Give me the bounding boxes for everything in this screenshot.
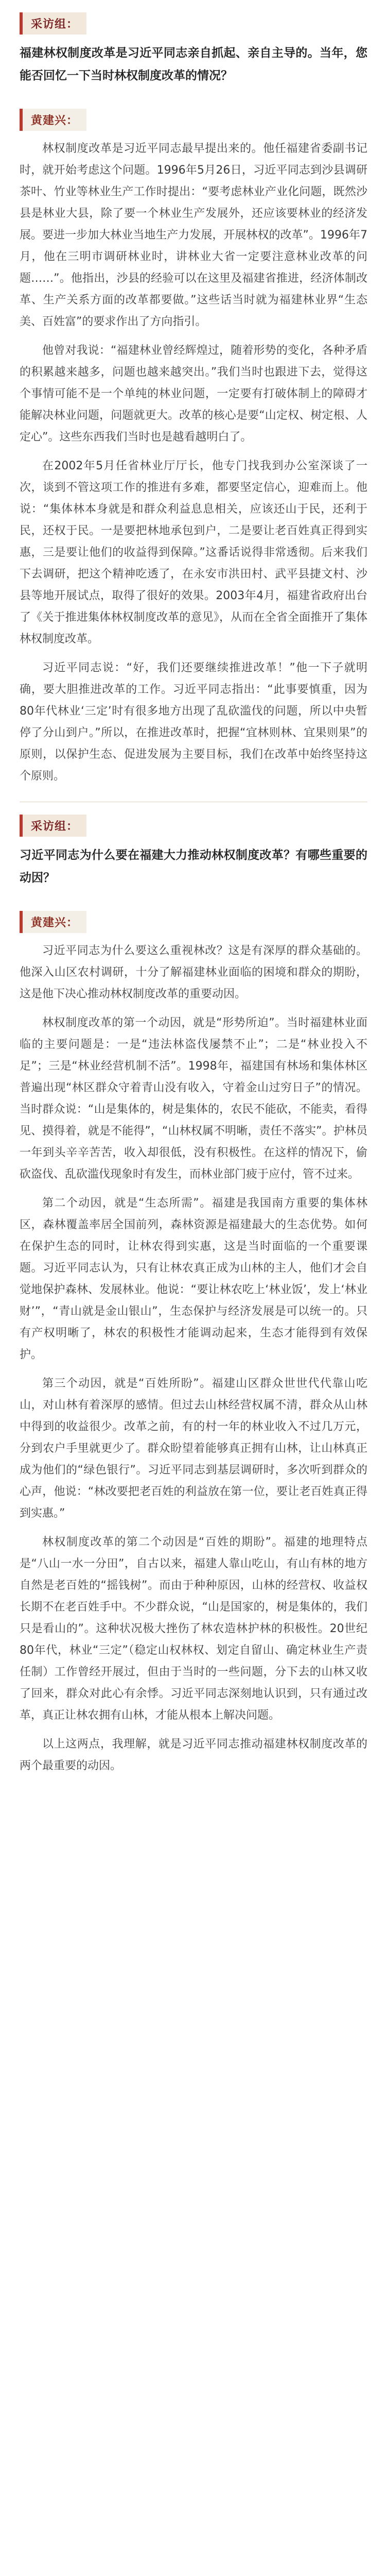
answer-paragraph: 第三个动因，就是“百姓所盼”。福建山区群众世世代代靠山吃山，对山林有着深厚的感情。但过去山林经营权属不清，群众从山林中得到的收益很少。改革之前，有的村一年的林业收入不过几万元，分到农户手里就更少了。群众盼望着能够真正拥有山林，让山林真正成为他们的“绿色银行”。习近平同志到基层调研时，多次听到群众的心声，他说：“林改要把老百姓的利益放在第一位，要让老百姓真正得到实惠。” — [20, 1377, 367, 1520]
answer-paragraph: 他曾对我说：“福建林业曾经辉煌过，随着形势的变化，各种矛盾的积累越来越多，问题也越来越突出。”我们当时也跟进下去，觉得这个事情可能不是一个单纯的林业问题，一定要有打破体制上的障碍才能解决林业问题，问题就更大。改革的核心是要“山定权、树定根、人定心”。这些东西我们当时也是越看越明白了。 — [20, 344, 367, 444]
questioner-tag: 采访组： — [20, 12, 86, 35]
answerer-tag: 黄建兴： — [20, 911, 86, 933]
answer-paragraph: 习近平同志说：“好，我们还要继续推进改革！”他一下子就明确，要大胆推进改革的工作。习近平同志指出：“此事要慎重，因为80年代林业‘三定’时有很多地方出现了乱砍滥伐的问题，所以中央暂停了分山到户。”所以，在推进改革时，把握“宜林则林、宜果则果”的原则，以保护生态、促进发展为主要目标，我们在改革中始终坚持这个原则。 — [20, 662, 368, 783]
interview-section-1 — [20, 0, 367, 787]
interview-section-2 — [20, 802, 367, 1777]
answer-paragraph: 以上这两点，我理解，就是习近平同志推动福建林权制度改革的两个最重要的动因。 — [20, 1738, 367, 1772]
interview-question: 习近平同志为什么要在福建大力推动林权制度改革？有哪些重要的动因？ — [20, 849, 367, 885]
answer-paragraph: 在2002年5月任省林业厅厅长，他专门找我到办公室深谈了一次，谈到不管这项工作的推进有多难，都要坚定信心，迎难而上。他说：“集体林本身就是和群众利益息息相关，应该还山于民，还利于民，还权于民。一是要把林地承包到户，二是要让老百姓真正得到实惠，三是要让他们的收益得到保障。”这番话说得非常透彻。后来我们下去调研，把这个精神吃透了，在永安市洪田村、武平县捷文村、沙县等地开展试点，取得了很好的效果。2003年4月，福建省政府出台了《关于推进集体林权制度改革的意见》，从而在全省全面推开了集体林权制度改革。 — [20, 460, 367, 646]
answer-paragraph: 林权制度改革是习近平同志最早提出来的。他任福建省委副书记时，就开始考虑这个问题。1996年5月26日，习近平同志到沙县调研茶叶、竹业等林业生产工作时提出：“要考虑林业产业化问题，既然沙县是林业大县，除了要一个林业生产发展外，还应该要林业的经济发展。要进一步加大林业当地生产力发展，开展林权的改革”。1996年7月，他在三明市调研林业时，讲林业大省一定要注意林业改革的问题……”。他指出，沙县的经验可以在这里及福建省推进，经济体制改革、生产关系方面的改革都要做。”这些话当时就为福建林业界“生态美、百姓富”的要求作出了方向指引。 — [20, 142, 367, 328]
answer-paragraph: 林权制度改革的第一个动因，就是“形势所迫”。当时福建林业面临的主要问题是：一是“违法林盗伐屡禁不止”；二是“林业投入不足”；三是“林业经营机制不活”。1998年，福建国有林场和集体林区普遍出现“林区群众守着青山没有收入，守着金山过穷日子”的情况。当时群众说：“山是集体的，树是集体的，农民不能砍，不能卖，看得见、摸得着，就是不能得”，“山林权属不明晰，责任不落实”。护林员一年到头辛辛苦苦，收入却很低，没有积极性。在这样的情况下，偷砍盗伐、乱砍滥伐现象时有发生，而林业部门疲于应付，管不过来。 — [20, 1016, 367, 1181]
interview-question: 福建林权制度改革是习近平同志亲自抓起、亲自主导的。当年，您能否回忆一下当时林权制度改革的情况？ — [20, 46, 367, 82]
answer-block — [20, 899, 367, 1777]
answer-paragraph: 第二个动因，就是“生态所需”。福建是我国南方重要的集体林区，森林覆盖率居全国前列，森林资源是福建最大的生态优势。如何在保护生态的同时，让林农得到实惠，这是当时面临的一个重要课题。习近平同志认为，只有让林农真正成为山林的主人，他们才会自觉地保护森林、发展林业。他说：“要让林农吃上‘林业饭’，发上‘林业财’”，“青山就是金山银山”，生态保护与经济发展是可以统一的。只有产权明晰了，林农的积极性才能调动起来，生态才能得到有效保护。 — [20, 1197, 367, 1361]
answerer-tag: 黄建兴： — [20, 109, 86, 131]
questioner-tag: 采访组： — [20, 815, 86, 837]
answer-paragraph: 习近平同志为什么要这么重视林改？这是有深厚的群众基础的。他深入山区农村调研，十分了解福建林业面临的困境和群众的期盼，这是他下决心推动林权制度改革的重要动因。 — [20, 944, 367, 1001]
answer-block — [20, 96, 367, 787]
answer-paragraph: 林权制度改革的第二个动因是“百姓的期盼”。福建的地理特点是“八山一水一分田”，自古以来，福建人靠山吃山，有山有林的地方自然是老百姓的“摇钱树”。而由于种种原因，山林的经营权、收益权长期不在老百姓手中。不少群众说，“山是国家的，树是集体的，我们只是看山的”。这种状况极大挫伤了林农造林护林的积极性。20世纪80年代，林业“三定”（稳定山权林权、划定自留山、确定林业生产责任制）工作曾经开展过，但由于当时的一些问题，分下去的山林又收了回来，群众对此心有余悸。习近平同志深刻地认识到，只有通过改革，真正让林农拥有山林，才能从根本上解决问题。 — [20, 1536, 367, 1722]
